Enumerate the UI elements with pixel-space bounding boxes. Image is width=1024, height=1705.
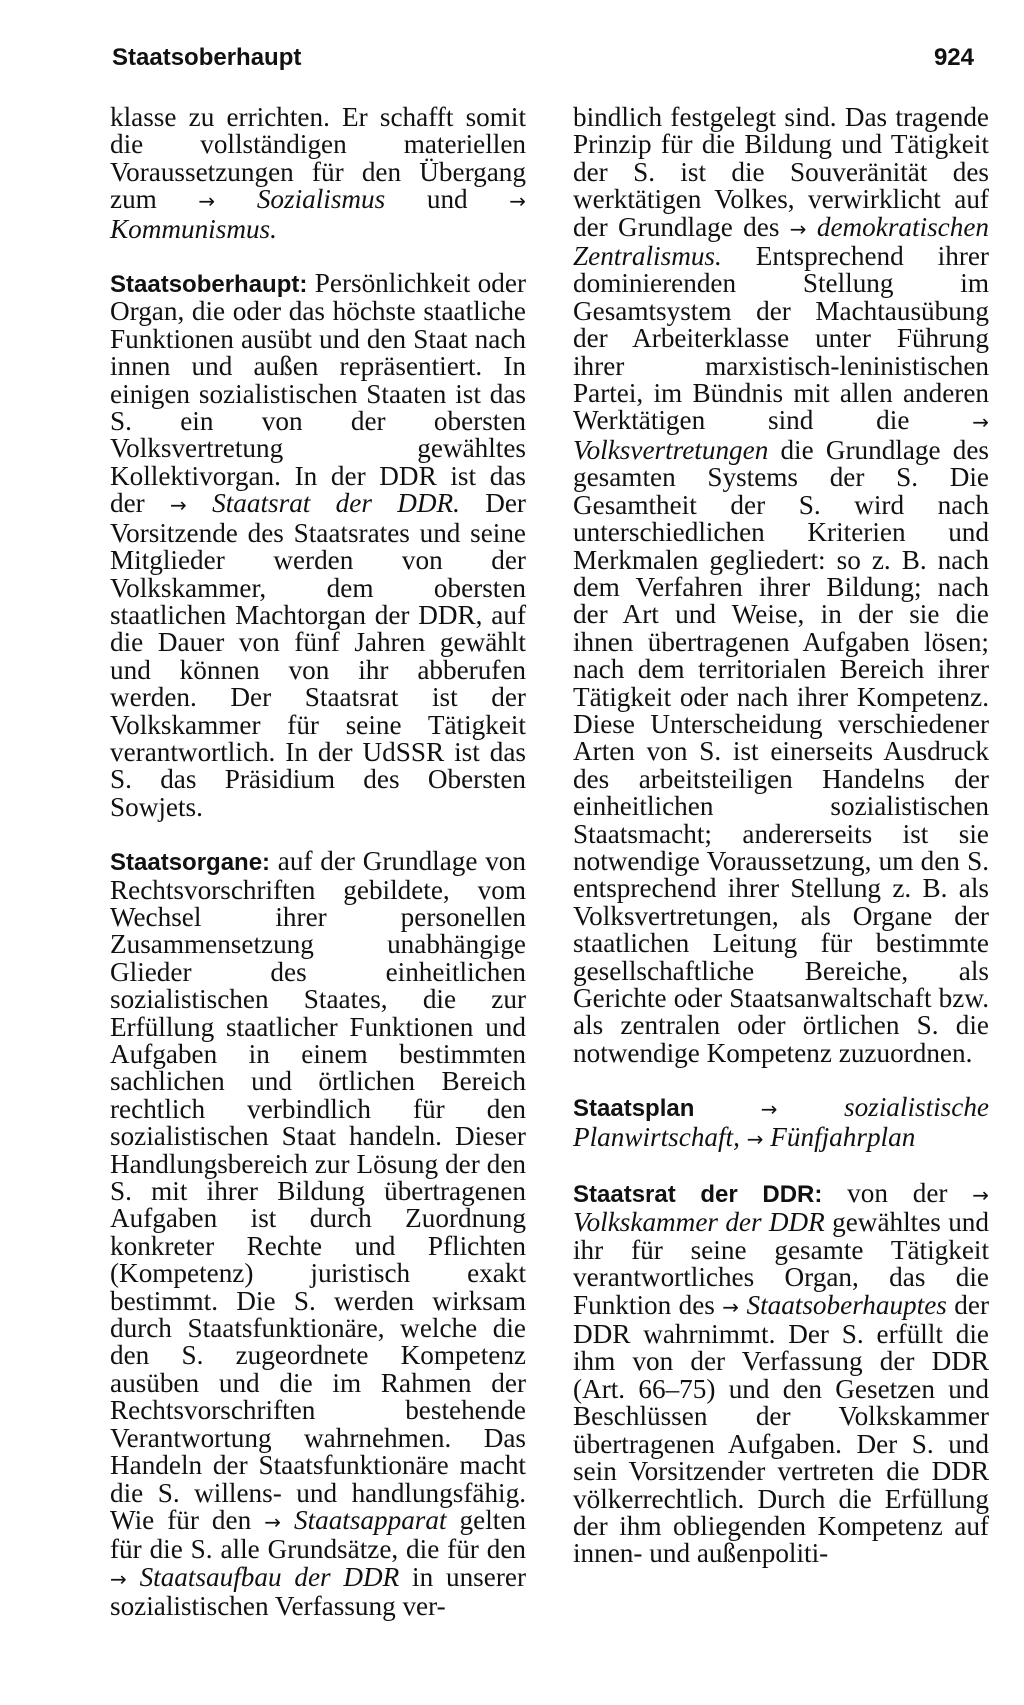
cross-reference-arrow-icon: → <box>170 493 187 518</box>
cross-reference-arrow-icon: → <box>110 1566 127 1591</box>
right-column <box>573 104 989 1595</box>
cross-reference-kommunismus[interactable]: Kommunismus. <box>110 213 277 244</box>
entry-staatsrat-der-ddr <box>573 1180 989 1568</box>
entry-continuation-arbeiterklasse <box>110 104 526 243</box>
cross-reference-staatsaufbau[interactable]: Staatsaufbau der DDR <box>139 1561 400 1592</box>
entry-text: der DDR wahrnimmt. Der S. erfüllt die ihm von der Verfassung der DDR (Art. 66–75) und den Gesetzen und Beschlüssen der Volkskammer übertragenen Aufgaben. Der S. und sein Vorsitzender vertreten die DDR völkerrechtlich. Durch die Erfüllung der ihm obliegenden Kompetenz auf innen- und außenpoliti- <box>573 1289 989 1569</box>
entry-text: Entsprechend ihrer dominierenden Stellung im Gesamtsystem der Machtausübung der Arbeiterklasse unter Führung ihrer marxistisch-leninistischen Partei, im Bündnis mit allen anderen Werktätigen sind die <box>573 241 989 436</box>
cross-reference-fuenfjahrplan[interactable]: Fünfjahrplan <box>770 1121 916 1152</box>
entry-term: Staatsplan <box>573 1095 695 1123</box>
cross-reference-volkskammer[interactable]: Volkskammer der DDR <box>573 1207 825 1238</box>
cross-reference-demokratischer-zentralismus[interactable]: demokratischen Zentralismus. <box>573 211 989 272</box>
cross-reference-sozialismus[interactable]: Sozialismus <box>256 184 386 215</box>
cross-reference-arrow-icon: → <box>972 1183 989 1208</box>
entry-text: in unserer sozialistischen Verfassung ver- <box>110 1561 527 1622</box>
running-head: Staatsoberhaupt <box>112 44 302 71</box>
entry-staatsoberhaupt <box>110 270 526 821</box>
cross-reference-volksvertretungen[interactable]: Volksvertretungen <box>573 434 769 465</box>
cross-reference-staatsoberhaupt[interactable]: Staatsoberhauptes <box>746 1289 947 1320</box>
entry-staatsorgane <box>110 848 526 1620</box>
entry-text: bindlich festgelegt sind. Das tragende Prinzip für die Bildung und Tätigkeit der S. ist die Souveränität des werktätigen Volkes, verwirklicht auf der Grundlage des <box>573 102 989 242</box>
entry-text <box>740 1122 747 1152</box>
cross-reference-arrow-icon: → <box>760 1097 778 1122</box>
entry-text: Der Vorsitzende des Staatsrates und seine Mitglieder werden von der Volkskammer, dem obersten staatlichen Machtorgan der DDR, auf die Dauer von fünf Jahren gewählt und können von ihr abberufen werden. Der Staatsrat ist der Volkskammer für seine Tätigkeit verantwortlich. In der UdSSR ist das S. das Präsidium des Obersten Sowjets. <box>110 488 526 822</box>
cross-reference-staatsrat[interactable]: Staatsrat der DDR. <box>212 488 460 519</box>
cross-reference-planwirtschaft[interactable]: sozialistische Planwirtschaft, <box>573 1092 989 1152</box>
entry-term: Staatsorgane: <box>110 849 271 877</box>
entry-continuation-staatsorgane <box>573 104 989 1067</box>
entry-text: klasse zu errichten. Er schafft somit die vollständigen materiellen Voraussetzungen für den Übergang zum <box>110 102 526 215</box>
cross-reference-arrow-icon: → <box>509 189 527 214</box>
entry-text: auf der Grundlage von Rechtsvorschriften gebildete, vom Wechsel ihrer personellen Zusammensetzung unabhängige Glieder des einheitlichen sozialistischen Staates, die zur Erfüllung staatlicher Funktionen und Aufgaben in einem bestimmten sachlichen und örtlichen Bereich rechtlich verbindlich für den sozialistischen Staat handeln. Dieser Handlungsbereich zur Lösung der den S. mit ihrer Bildung übertragenen Aufgaben ist durch Zuordnung konkreter Rechte und Pflichten (Kompetenz) juristisch exakt bestimmt. Die S. werden wirksam durch Staatsfunktionäre, welche die den S. zugeordnete Kompetenz ausüben und die im Rahmen der Rechtsvorschriften bestehende Verantwortung wahrnehmen. Das Handeln der Staatsfunktionäre macht die S. willens- und handlungsfähig. Wie für den <box>110 846 526 1535</box>
cross-reference-arrow-icon: → <box>746 1126 764 1151</box>
cross-reference-arrow-icon: → <box>789 216 807 241</box>
entry-text: von der <box>822 1178 973 1209</box>
left-column <box>110 104 526 1648</box>
page-number: 924 <box>933 44 974 71</box>
cross-reference-staatsapparat[interactable]: Staatsapparat <box>293 1504 447 1535</box>
cross-reference-arrow-icon: → <box>264 1509 281 1534</box>
page-header <box>112 44 974 84</box>
cross-reference-arrow-icon: → <box>722 1294 740 1319</box>
cross-reference-arrow-icon: → <box>198 189 216 214</box>
entry-staatsplan <box>573 1094 989 1153</box>
entry-text: Persönlichkeit oder Organ, die oder das höchste staatliche Funktionen ausübt und den Staat nach innen und außen repräsentiert. In einigen sozialistischen Staaten ist das S. ein von der obersten Volksvertretung gewähltes Kollektivorgan. In der DDR ist das der <box>110 268 526 519</box>
entry-term: Staatsrat der DDR: <box>573 1181 823 1209</box>
cross-reference-arrow-icon: → <box>972 410 989 435</box>
entry-text: und <box>385 184 510 215</box>
entry-text: die Grundlage des gesamten Systems der S. Die Gesamtheit der S. wird nach unterschiedlichen Kriterien und Merkmalen gegliedert: so z. B. nach dem Verfahren ihrer Bildung; nach der Art und Weise, in der sie die ihnen übertragenen Aufgaben lösen; nach dem territorialen Bereich ihrer Tätigkeit oder nach ihrer Kompetenz. Diese Unterscheidung verschiedener Arten von S. ist einerseits Ausdruck des arbeitsteiligen Handelns der einheitlichen sozialistischen Staatsmacht; andererseits ist sie notwendige Voraussetzung, um den S. entsprechend ihrer Stellung z. B. als Volksvertretungen, als Organe der staatlichen Leitung für bestimmte gesellschaftliche Bereiche, als Gerichte oder Staatsanwaltschaft bzw. als zentralen oder örtlichen S. die notwendige Kompetenz zuzuordnen. <box>573 434 989 1068</box>
entry-text: gewähltes und ihr für seine gesamte Tätigkeit verantwortliches Organ, das die Funktion des <box>573 1207 989 1320</box>
entry-text <box>694 1092 760 1122</box>
entry-text: gelten für die S. alle Grundsätze, die für den <box>110 1504 526 1565</box>
entry-term: Staatsoberhaupt: <box>110 271 308 299</box>
